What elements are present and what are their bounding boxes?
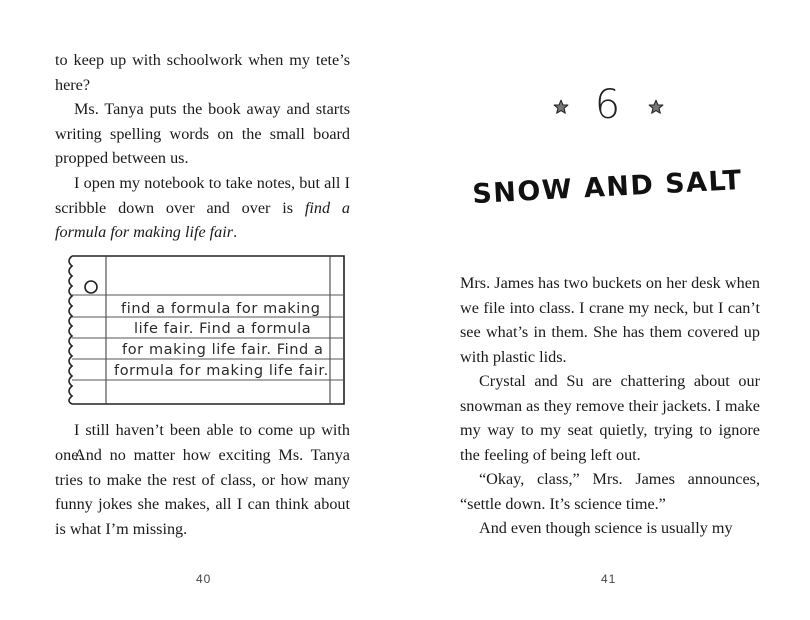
notebook-line-3: for making life fair. Find a — [122, 342, 324, 358]
page-number-left: 40 — [196, 572, 212, 586]
notebook-line-4: formula for making life fair. — [114, 363, 329, 379]
page-number-right: 41 — [601, 572, 617, 586]
left-paragraph-3-italic: find a formula for making life fair — [55, 198, 350, 241]
star-icon — [648, 99, 664, 115]
left-paragraph-1: to keep up with schoolwork when my tete’s here? — [55, 51, 350, 94]
left-paragraph-2: Ms. Tanya puts the book away and starts writing spelling words on the small board propped between us. — [55, 100, 350, 167]
right-paragraph-4: And even though science is usually my — [479, 519, 733, 537]
left-paragraph-3 — [55, 171, 350, 245]
right-paragraph-3: “Okay, class,” Mrs. James announces, “settle down. It’s science time.” — [460, 470, 760, 513]
left-paragraph-3-text: I open my notebook to take notes, but all I scribble down over and over is — [55, 174, 350, 217]
left-paragraph-5: And no matter how exciting Ms. Tanya tries to make the rest of class, or how many funny jokes she makes, all I can think about is what I’m missing. — [55, 446, 350, 538]
right-page — [405, 0, 810, 620]
right-paragraph-1: Mrs. James has two buckets on her desk when we file into class. I crane my neck, but I can’t see what’s in them. She has them covered up with plastic lids. — [460, 274, 760, 366]
chapter-number: 6 — [594, 82, 621, 128]
notebook-line-2: life fair. Find a formula — [134, 321, 312, 337]
notebook-line-1: find a formula for making — [121, 301, 321, 317]
chapter-title: SNOW AND SALT — [471, 164, 744, 211]
notebook-illustration — [64, 254, 346, 406]
left-paragraph-4: I still haven’t been able to come up with one. — [55, 421, 350, 464]
left-paragraph-3-end: . — [233, 223, 238, 241]
right-paragraph-2: Crystal and Su are chattering about our snowman as they remove their jackets. I make my way to my seat quietly, trying to ignore the feeling of being left out. — [460, 372, 760, 464]
